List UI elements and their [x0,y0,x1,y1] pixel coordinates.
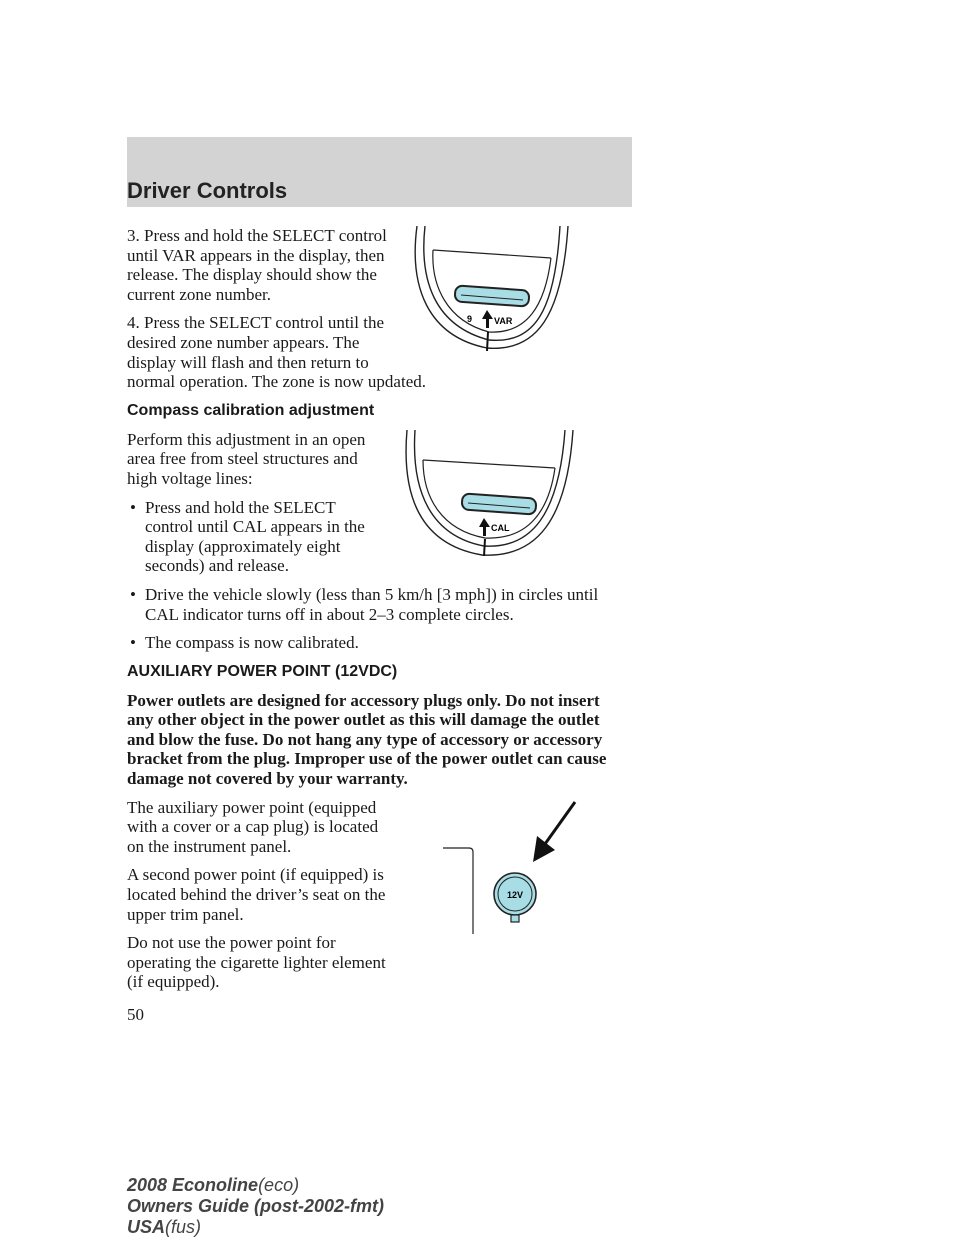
arrow-up-icon [482,310,493,328]
step-3: 3. Press and hold the SELECT control until VAR appears in the display, then release. The display should show the current zone number. [127,226,387,304]
power-point-para: The auxiliary power point (equipped with a cover or a cap plug) is located on the instrument panel. [127,797,379,856]
outlet-label: 12V [506,889,524,900]
calibration-intro: Perform this adjustment in an open area free from steel structures and high voltage lines: [127,429,366,488]
power-point-warning: Power outlets are designed for accessory plugs only. Do not insert any other object in the power outlet as this will damage the outlet and blow the fuse. Do not hang any type of accessory or accessory bracket from the plug. Improper use of the power outlet can cause damage not covered by your warranty. [127,690,607,789]
power-point-para: Do not use the power point for operating the cigarette lighter element (if equipped). [127,933,386,992]
arrow-icon [533,836,555,862]
var-label: VAR [494,316,513,326]
page-flow [127,226,627,1258]
section-title: Driver Controls [127,178,288,203]
calibration-heading: Compass calibration adjustment [127,401,375,419]
calibration-bullet: • The compass is now calibrated. [130,633,359,653]
power-point-para: A second power point (if equipped) is located behind the driver’s seat on the upper trim panel. [127,865,386,924]
power-outlet-illustration [387,798,627,988]
step-4: 4. Press the SELECT control until the desired zone number appears. The display will flash and then return to normal operation. The zone is now updated. [127,313,426,392]
cal-label: CAL [491,522,510,533]
page-number: 50 [127,1005,144,1024]
calibration-bullet: • Press and hold the SELECT control until CAL appears in the display (approximately eight seconds) and release. [130,497,365,576]
page-content [127,226,627,1001]
power-point-heading: AUXILIARY POWER POINT (12VDC) [127,662,398,680]
footer: 2008 Econoline(eco) Owners Guide (post-2002-fmt) USA(fus) [127,1175,385,1237]
var-zone-number: 9 [467,314,473,324]
var-display-illustration [387,226,627,358]
calibration-bullet: • Drive the vehicle slowly (less than 5 km/h [3 mph]) in circles until CAL indicator turns off in about 2–3 complete circles. [130,584,599,624]
